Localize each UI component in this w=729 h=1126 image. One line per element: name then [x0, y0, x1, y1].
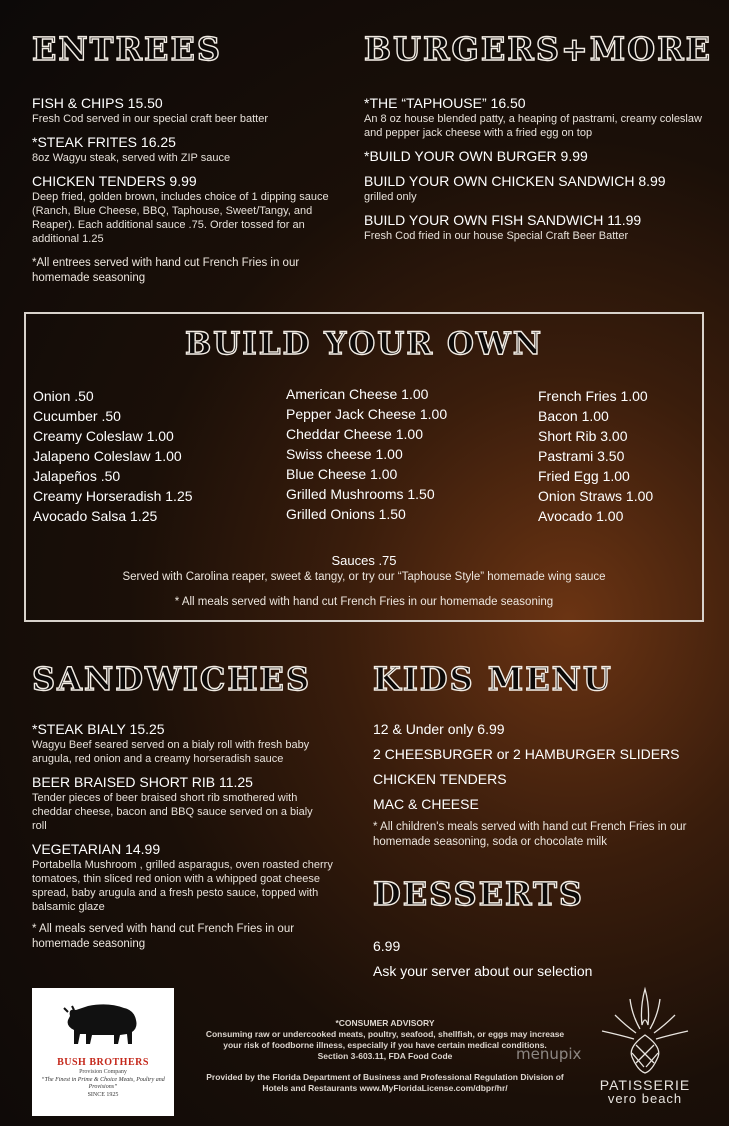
desserts-desc: Ask your server about our selection [373, 963, 593, 979]
byo-item: Creamy Horseradish 1.25 [33, 488, 193, 504]
entree-item [32, 133, 332, 165]
burger-item [364, 211, 714, 243]
sauces-title: Sauces .75 [331, 553, 397, 568]
burger-name: BUILD YOUR OWN CHICKEN SANDWICH 8.99 [364, 173, 666, 189]
burger-name: *BUILD YOUR OWN BURGER 9.99 [364, 148, 588, 164]
entree-name: FISH & CHIPS 15.50 [32, 95, 163, 111]
burger-item [364, 94, 714, 140]
sandwiches-note: * All meals served with hand cut French Fries in our homemade seasoning [32, 923, 295, 950]
sandwich-item [32, 840, 352, 914]
sandwich-item [32, 720, 352, 766]
entree-desc: 8oz Wagyu steak, served with ZIP sauce [32, 152, 231, 164]
advisory-title: *CONSUMER ADVISORY [335, 1018, 435, 1028]
watermark: menupix [516, 1045, 582, 1063]
byo-item: Jalapeños .50 [33, 468, 121, 484]
byo-column-3 [538, 386, 653, 526]
logo-tagline: “The Finest in Prime & Choice Meats, Poultry and Provisions” [41, 1077, 165, 1090]
entree-item [32, 94, 332, 126]
advisory-line: Hotels and Restaurants www.MyFloridaLicense.com/dbpr/hr/ [262, 1083, 508, 1093]
byo-item: Onion Straws 1.00 [538, 488, 654, 504]
byo-item: American Cheese 1.00 [286, 386, 429, 402]
byo-item: Grilled Onions 1.50 [286, 506, 406, 522]
kids-item: MAC & CHEESE [373, 796, 479, 812]
desserts-price: 6.99 [373, 938, 401, 954]
byo-item: Blue Cheese 1.00 [286, 466, 398, 482]
byo-item: Cheddar Cheese 1.00 [286, 426, 423, 442]
entree-desc: Deep fried, golden brown, includes choice of 1 dipping sauce (Ranch, Blue Cheese, BBQ, Taphouse, Sweet/Tangy, and Reaper). Each additional sauce .75. Order tossed for an additional 1.25 [32, 191, 329, 245]
pineapple-icon [570, 985, 720, 1075]
sandwich-desc: Portabella Mushroom , grilled asparagus, oven roasted cherry tomatoes, thin sliced red onion with a whipped goat cheese spread, baby arugula and a fresh pesto sauce, topped with balsamic glaze [32, 859, 333, 913]
byo-item: Creamy Coleslaw 1.00 [33, 428, 174, 444]
patisserie-location: vero beach [607, 1091, 683, 1106]
advisory-line: Consuming raw or undercooked meats, poultry, seafood, shellfish, or eggs may increase [205, 1029, 565, 1039]
burger-desc: Fresh Cod fried in our house Special Craft Beer Batter [364, 230, 629, 242]
advisory-line: Section 3-603.11, FDA Food Code [317, 1051, 453, 1061]
byo-item: Grilled Mushrooms 1.50 [286, 486, 435, 502]
burger-item [364, 147, 714, 165]
desserts-section [373, 875, 703, 980]
burger-name: *THE “TAPHOUSE” 16.50 [364, 95, 526, 111]
byo-column-1 [33, 386, 193, 526]
sandwich-name: *STEAK BIALY 15.25 [32, 721, 165, 737]
kids-section [373, 660, 718, 850]
kids-item: CHICKEN TENDERS [373, 771, 507, 787]
burger-desc: An 8 oz house blended patty, a heaping of pastrami, creamy coleslaw and pepper jack cheese with a fried egg on top [364, 113, 702, 139]
byo-item: Swiss cheese 1.00 [286, 446, 403, 462]
kids-item: 2 CHEESBURGER or 2 HAMBURGER SLIDERS [373, 746, 680, 762]
entree-name: *STEAK FRITES 16.25 [32, 134, 176, 150]
sandwiches-section [32, 660, 352, 952]
burger-desc: grilled only [364, 191, 417, 203]
byo-column-2 [286, 384, 447, 524]
byo-item: Bacon 1.00 [538, 408, 609, 424]
patisserie-logo [570, 985, 720, 1110]
logo-subtitle: Provision Company [79, 1069, 127, 1075]
burgers-section [364, 30, 714, 250]
sandwich-desc: Tender pieces of beer braised short rib smothered with cheddar cheese, bacon and BBQ sauce served on a bialy roll [32, 792, 313, 832]
byo-note: * All meals served with hand cut French Fries in our homemade seasoning [174, 596, 554, 608]
bull-icon [58, 998, 148, 1050]
entree-name: CHICKEN TENDERS 9.99 [32, 173, 197, 189]
sandwiches-heading: SANDWICHES [32, 660, 312, 698]
byo-item: Fried Egg 1.00 [538, 468, 630, 484]
sauces-block [26, 552, 702, 610]
byo-item: Avocado 1.00 [538, 508, 624, 524]
entrees-heading: ENTREES [32, 30, 222, 68]
burgers-heading: BURGERS+MORE [364, 30, 713, 68]
consumer-advisory [200, 1018, 570, 1094]
entrees-note: *All entrees served with hand cut French Fries in our homemade seasoning [32, 257, 300, 284]
advisory-line: your risk of foodborne illness, especially if you have certain medical conditions. [223, 1040, 547, 1050]
build-your-own-heading: BUILD YOUR OWN [184, 326, 544, 362]
byo-item: Pepper Jack Cheese 1.00 [286, 406, 448, 422]
logo-since: SINCE 1925 [87, 1092, 119, 1098]
sandwich-desc: Wagyu Beef seared served on a bialy roll with fresh baby arugula, red onion and a creamy horseradish sauce [32, 739, 310, 765]
sandwich-item [32, 773, 352, 833]
build-your-own-box [24, 312, 704, 622]
entree-item [32, 172, 332, 246]
byo-item: Onion .50 [33, 388, 94, 404]
entrees-section [32, 30, 332, 286]
logo-name: BUSH BROTHERS [57, 1057, 149, 1068]
sandwich-name: VEGETARIAN 14.99 [32, 841, 161, 857]
kids-note: * All children's meals served with hand cut French Fries in our homemade seasoning, soda or chocolate milk [373, 821, 687, 848]
byo-item: Cucumber .50 [33, 408, 121, 424]
advisory-line: Provided by the Florida Department of Business and Professional Regulation Division of [206, 1072, 564, 1082]
sauces-desc: Served with Carolina reaper, sweet & tangy, or try our “Taphouse Style” homemade wing sauce [122, 571, 606, 583]
byo-item: Pastrami 3.50 [538, 448, 625, 464]
kids-heading: KIDS MENU [373, 660, 613, 698]
bush-brothers-logo [32, 988, 174, 1116]
byo-item: Jalapeno Coleslaw 1.00 [33, 448, 182, 464]
burger-name: BUILD YOUR OWN FISH SANDWICH 11.99 [364, 212, 642, 228]
byo-item: French Fries 1.00 [538, 388, 648, 404]
patisserie-name: PATISSERIE [599, 1077, 691, 1093]
entree-desc: Fresh Cod served in our special craft beer batter [32, 113, 269, 125]
byo-item: Avocado Salsa 1.25 [33, 508, 158, 524]
desserts-heading: DESSERTS [373, 875, 584, 913]
byo-item: Short Rib 3.00 [538, 428, 628, 444]
sandwich-name: BEER BRAISED SHORT RIB 11.25 [32, 774, 253, 790]
kids-item: 12 & Under only 6.99 [373, 721, 505, 737]
burger-item [364, 172, 714, 204]
